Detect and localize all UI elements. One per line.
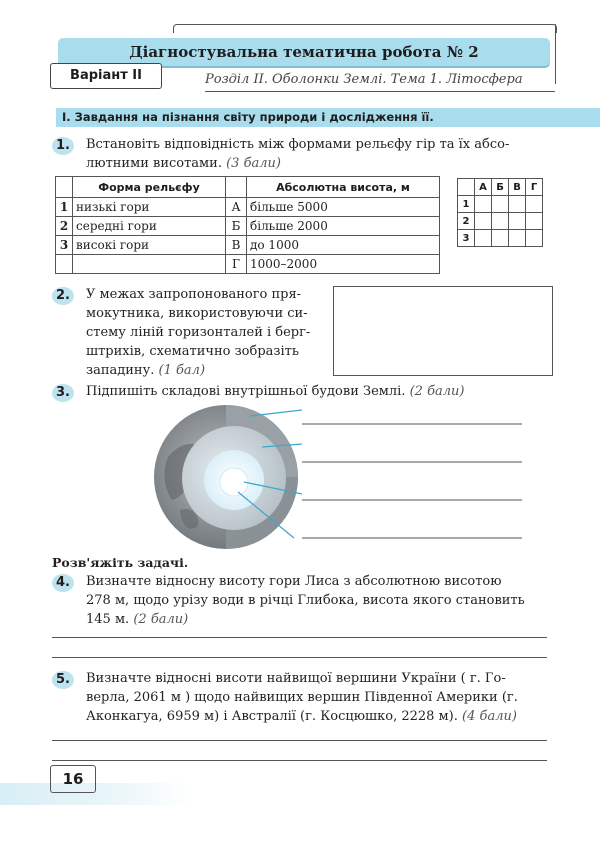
inner-core-layer	[220, 468, 248, 496]
answer-cell[interactable]	[492, 230, 509, 247]
task-number: 4.	[52, 574, 74, 592]
answer-cell[interactable]	[509, 196, 526, 213]
column-header: Форма рельєфу	[73, 177, 226, 198]
section-info: Розділ II. Оболонки Землі. Тема 1. Літосфера	[205, 72, 523, 87]
divider	[205, 91, 555, 92]
answer-line[interactable]	[52, 760, 547, 761]
section-band: І. Завдання на пізнання світу природи і дослідження її.	[56, 108, 600, 127]
task5-text: Визначте відносні висоти найвищої вершини України ( г. Го- верла, 2061 м ) щодо найвищих вершин Південної Америки (г. Аконкагуа, 6959 м) і Австралії (г. Косцюшко, 2228 м). (4 бали)	[86, 671, 518, 724]
task-number: 2.	[52, 287, 74, 305]
header-frame-side	[555, 24, 556, 84]
section-heading: Розв'яжіть задачі.	[52, 555, 189, 570]
answer-cell[interactable]	[526, 230, 543, 247]
answer-line[interactable]	[52, 657, 547, 658]
header-frame	[173, 24, 557, 33]
page-title: Діагностувальна тематична робота № 2	[58, 38, 550, 66]
table-row: 3 високі гори В до 1000	[56, 236, 440, 255]
answer-grid[interactable]: А Б В Г 1 2 3	[457, 178, 543, 247]
answer-cell[interactable]	[526, 196, 543, 213]
answer-cell[interactable]	[475, 213, 492, 230]
answer-cell[interactable]	[509, 213, 526, 230]
relief-table	[55, 176, 440, 274]
table-row: Г 1000–2000	[56, 255, 440, 274]
table-row: 1 низькі гори А більше 5000	[56, 198, 440, 217]
answer-line[interactable]	[52, 637, 547, 638]
earth-structure-illustration	[150, 402, 530, 552]
variant-label: Варіант II	[50, 63, 162, 89]
column-header: Абсолютна висота, м	[247, 177, 440, 198]
answer-line[interactable]	[52, 740, 547, 741]
answer-cell[interactable]	[475, 230, 492, 247]
answer-cell[interactable]	[492, 196, 509, 213]
task3-text: Підпишіть складові внутрішньої будови Землі. (2 бали)	[86, 384, 465, 399]
task-number: 5.	[52, 671, 74, 689]
drawing-area[interactable]	[333, 286, 553, 376]
answer-cell[interactable]	[526, 213, 543, 230]
answer-cell[interactable]	[509, 230, 526, 247]
task1-text: Встановіть відповідність між формами рельєфу гір та їх абсо- лютними висотами. (3 бали)	[86, 137, 510, 171]
page-number: 16	[50, 765, 96, 793]
answer-cell[interactable]	[475, 196, 492, 213]
task4-text: Визначте відносну висоту гори Лиса з абсолютною висотою 278 м, щодо урізу води в річці Глибока, висота якого становить 145 м. (2 бали)	[86, 574, 525, 627]
task2-text: У межах запропонованого пря- мокутника, використовуючи си- стему ліній горизонталей і берг- штрихів, схематично зобразіть западину. (1 бал)	[86, 287, 311, 378]
answer-cell[interactable]	[492, 213, 509, 230]
table-row: 2 середні гори Б більше 2000	[56, 217, 440, 236]
task-number: 3.	[52, 384, 74, 402]
task-number: 1.	[52, 137, 74, 155]
